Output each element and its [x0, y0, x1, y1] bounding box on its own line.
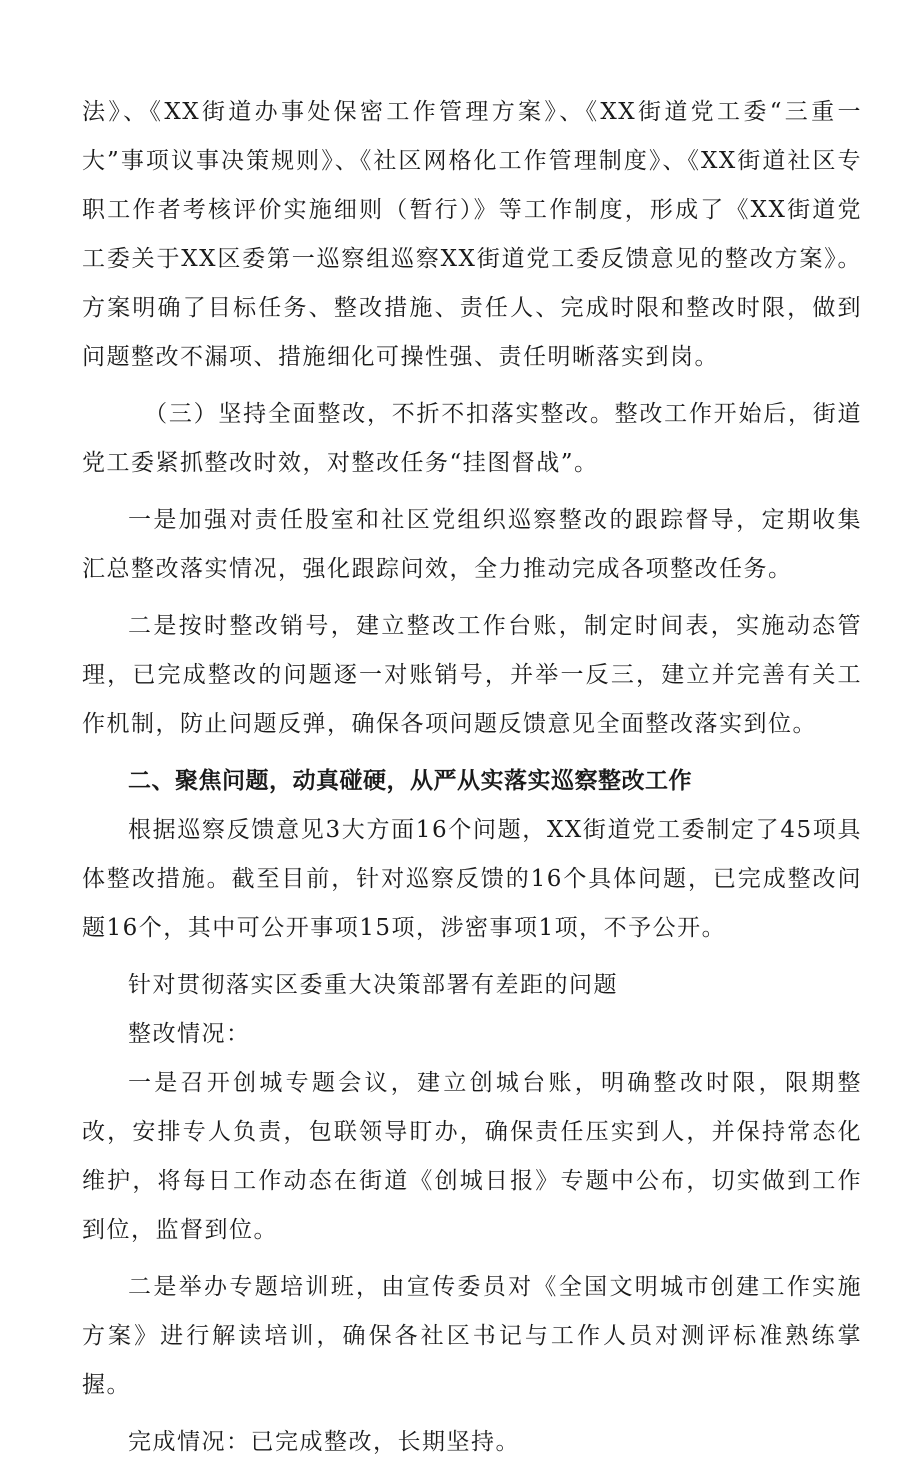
paragraph-point-one: 一是加强对责任股室和社区党组织巡察整改的跟踪督导，定期收集汇总整改落实情况，强化跟踪问效，全力推动完成各项整改任务。: [82, 507, 862, 582]
paragraph-rectification-label: 整改情况：: [128, 1021, 251, 1047]
paragraph-point-two: 二是按时整改销号，建立整改工作台账，制定时间表，实施动态管理，已完成整改的问题逐一对账销号，并举一反三，建立并完善有关工作机制，防止问题反弹，确保各项问题反馈意见全面整改落实到位。: [82, 613, 862, 737]
paragraph-feedback-summary: 根据巡察反馈意见3大方面16个问题，XX街道党工委制定了45项具体整改措施。截至目前，针对巡察反馈的16个具体问题，已完成整改问题16个，其中可公开事项15项，涉密事项1项，不予公开。: [82, 817, 862, 941]
paragraph-section-three: （三）坚持全面整改，不折不扣落实整改。整改工作开始后，街道党工委紧抓整改时效，对整改任务“挂图督战”。: [82, 401, 862, 476]
section-heading-two: 二、聚焦问题，动真碰硬，从严从实落实巡察整改工作: [128, 768, 692, 794]
paragraph-measure-two: 二是举办专题培训班，由宣传委员对《全国文明城市创建工作实施方案》进行解读培训，确保各社区书记与工作人员对测评标准熟练掌握。: [82, 1274, 862, 1398]
paragraph-regulations-list: 法》、《XX街道办事处保密工作管理方案》、《XX街道党工委“三重一大”事项议事决策规则》、《社区网格化工作管理制度》、《XX街道社区专职工作者考核评价实施细则（暂行）》等工作制度，形成了《XX街道党工委关于XX区委第一巡察组巡察XX街道党工委反馈意见的整改方案》。方案明确了目标任务、整改措施、责任人、完成时限和整改时限，做到问题整改不漏项、措施细化可操性强、责任明晰落实到岗。: [82, 99, 862, 370]
paragraph-completion-status: 完成情况：已完成整改，长期坚持。: [128, 1429, 520, 1455]
paragraph-issue-title: 针对贯彻落实区委重大决策部署有差距的问题: [128, 972, 618, 998]
paragraph-measure-one: 一是召开创城专题会议，建立创城台账，明确整改时限，限期整改，安排专人负责，包联领导盯办，确保责任压实到人，并保持常态化维护，将每日工作动态在街道《创城日报》专题中公布，切实做到工作到位，监督到位。: [82, 1070, 862, 1243]
document-body: [82, 88, 862, 1467]
